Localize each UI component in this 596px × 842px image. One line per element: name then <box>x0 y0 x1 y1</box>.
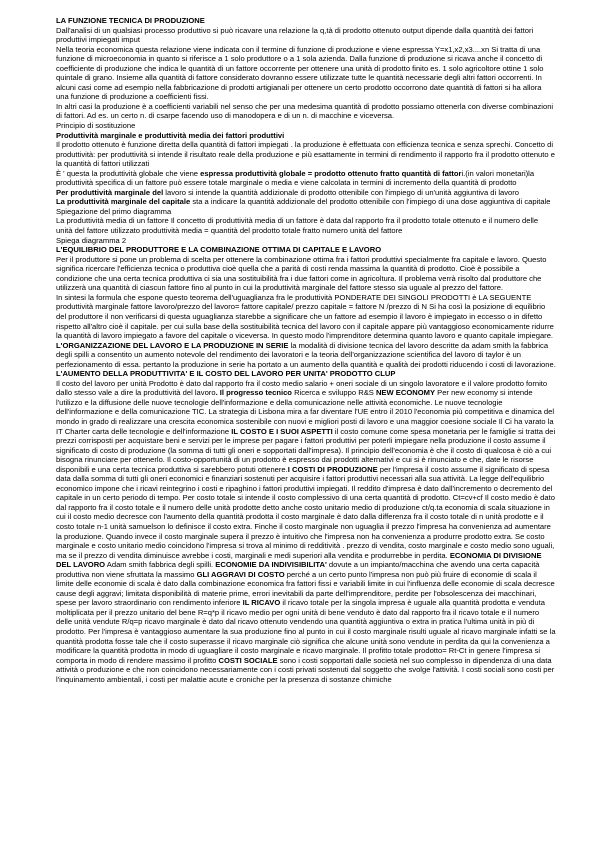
text-run: dovute a un impianto/macchina che avendo una certa capacità produttiva non viene sfruttata la massimo <box>56 560 540 579</box>
paragraph <box>56 197 556 216</box>
paragraph: Nella teoria economica questa relazione viene indicata con il termine di funzione di produzione e viene espressa Y=x1,x2,x3....xn Si tratta di una funzione di microeconomia in quanto si riferisce a 1 solo produttore o a 1 sola azienda. Dalla funzione di produzione si ricava anche il concetto di coefficiente di produzione che indica le quantità di un fattore occorrente per ottenere una unità di prodotto finito es. 1 solo agricoltore ottine 1 solo quintale di grano. Insieme alla quantità di fattore considerato dovranno essere utilizzate tutte le quantità necessarie degli altri fattori occorrenti. In alcuni casi come ad esempio nella fabbricazione di prodotti artigianali per ottenere un certo prodotto occorrono date quantità di fattori si ha allora una funzione di produzione a coefficienti fissi. <box>56 44 544 102</box>
section-heading: L'EQUILIBRIO DEL PRODUTTORE E LA COMBINAZIONE OTTIMA DI CAPITALE E LAVORO <box>56 245 382 255</box>
paragraph: In altri casi la produzione è a coefficienti variabili nel senso che per una medesima quantità di prodotto possiamo ottenerla con diverse combinazioni di fattori. Ad es. un certo n. di csarpe facendo uso di manodopera e di un n. di macchine e viceversa. <box>56 101 554 121</box>
bold-run: espressa produttività globale = prodotto ottenuto fratto quantità di fattor <box>200 168 462 178</box>
bold-run: GLI AGGRAVI DI COSTO <box>196 569 285 579</box>
section-heading: L'AUMENTO DELLA PRODUTTIVITA' E IL COSTO DEL LAVORO PER UNITA' PRODOTTO CLUP <box>56 369 396 379</box>
text-run: Il costo del lavoro per unità Prodotto è dato dal rapporto fra il costo medio salario + oneri sociale di un singolo lavoratore e il valore prodotto fornito dallo stesso vale a dire la produttività del lavoro <box>56 378 548 398</box>
text-run: il ricavo totale per la singola impresa è uguale alla quantità prodotta e venduta moltiplicata per il prezzo unitario del bene R=q*p il ricavo medio per ogni unità di bene venduto è dato dal rapporto fra il ricavo totale e il numero delle unità vendute R/q=p ricavo marginale è dato dal ricavo ottenuto vendendo una quantità aggiuntiva o extra in pratica l'ultima unità in più di prodotto. Per l'impresa è vantaggioso aumentare la sua produzione fino al punto in cui il costo marginale risulti uguale al ricavo marginale infatti se la quantità prodotta fosse tale che il costo superasse il ricavo marginale ciò significa che alcune unità sono vendute in perdita da qui la convenienza a modificare la quantità prodotta in modo di uguagliare il costo marginale e ricavo marginale. Il profitto totale prodotto= Rt-Ct in genere l'impresa si comporta in modo di rendere massimo il profitto <box>56 598 556 665</box>
text-run: perché a un certo punto l'impresa non può più fruire di economie di scala il limite delle economie di scala è dato dalla combinazione economica fra fattori fissi e variabili limite in cui l'influenza delle economie di scala decresce cause degli aggravi; limitata disponibilità di materie prime, errori inevitabili da parte dell'imprenditore, perdite per l'obsolescenza dei macchinari, spese per lavoro straordinario con rendimento inferiore <box>56 569 555 608</box>
section-heading: LA FUNZIONE TECNICA DI PRODUZIONE <box>56 16 205 25</box>
bold-run: . Il progresso tecnico <box>215 388 292 398</box>
bold-run: ECONOMIE DA INDIVISIBILITA' <box>215 560 327 570</box>
paragraph <box>56 169 556 188</box>
paragraph <box>56 188 556 198</box>
paragraph: In sintesi la formula che espone questo teorema dell'uguaglianza fra le produttività PONDERATE DEI SINGOLI PRODOTTI è LA SEGUENTE produttività marginale fattore lavoro/prezzo del lavoro= fattore capitale/ prezzo capitale = fattore N /prezzo di N Si ha così la posizione di equilibrio del produttore il non verificarsi di questa uguaglianza starebbe a significare che un fattore ad esempio il lavoro è impiegato in eccesso o in difetto rispetto all'altro cioè il capitale. per cui sulla base della sostituibilità tecnica del lavoro con il capitale appare più vantaggioso economicamente ridurre la quantità di lavoro impiegato a favore del capitale o viceversa. In questo modo l'imprenditore determina quanto lavoro e quanto capitale impiegare. <box>56 292 554 341</box>
paragraph: Dall'analisi di un qualsiasi processo produttivo si può ricavare una relazione la q,tà di prodotto ottenuto output dipende dalla quantità dei fattori produttivi impiegati imput <box>56 25 534 45</box>
paragraph: Per il produttore si pone un problema di scelta per ottenere la combinazione ottima fra i fattori produttivi specialmente fra capitale e lavoro. Questo significa ricercare l'efficienza tecnica o produttiva cioè quella che a parità di costi renda massima la quantità di prodotto. Cioè è possibile a condizione che una certa tecnica produttiva ci sia una sostituibilità fra i due fattori come in agricoltura. Il problema verrà risolto dal produttore che utilizzerà una quantità di ciascun fattore fino al punto in cui la produttività marginale del fattore stesso sia uguale al prezzo del fattore. <box>56 254 547 293</box>
bold-run: NEW ECONOMY <box>375 388 436 398</box>
text-run: lavoro si intende la quantità addizionale di prodotto ottenibile con l'impiego di un'unità aggiuntiva di lavoro <box>163 187 520 197</box>
bold-run: IL COSTO E I SUOI ASPETTI <box>231 426 333 436</box>
paragraph: La produttività media di un fattore Il concetto di produttività media di un fattore è data dal rapporto fra il prodotto totale ottenuto e il numero delle unità del fattore utilizzato produttività media = quantità del prodotto totale fratto numero unità del fattore <box>56 216 539 236</box>
paragraph: Spiega diagramma 2 <box>56 235 127 245</box>
text-run: i.(in valori monetari)la produttività specifica di un fattore può essere totale marginale o media e viene calcolata in termini di incremento della quantità di prodotto <box>56 168 535 188</box>
paragraph: Principio di sostituzione <box>56 121 136 131</box>
paragraph <box>56 379 556 685</box>
text-run: sta a indicare la quantità addizionale del prodotto ottenibile con l'impiego di una dose aggiuntiva di capitale Spiegazione del primo diagramma <box>56 197 551 216</box>
section-heading: Produttività marginale e produttività media dei fattori produttivi <box>56 130 285 140</box>
bold-run: Per produttività marginale del <box>56 187 164 197</box>
text-run: Ricerca e sviluppo R&S <box>291 388 376 398</box>
bold-run: I COSTI DI PRODUZIONE <box>287 464 378 474</box>
paragraph: Il prodotto ottenuto è funzione diretta della quantità di fattori impiegati . la produzione è effettuata con efficienza tecnica e senza sprechi. Concetto di produttività: per produttività si intende il risultato reale della produzione e più esattamente in termini di rendimento il rapporto fra il prodotto ottenuto e la quantità di fattori utilizzati <box>56 140 555 169</box>
bold-run: L'ORGANIZZAZIONE DEL LAVORO E LA PRODUZIONE IN SERIE <box>56 340 289 350</box>
text-run: sono i costi sopportati dalle società nel suo complesso in dipendenza di una data attività o produzione e che non coincidono necessariamente con i costi privati sostenuti dal soggetto che svolge l'attività. I costi sociali sono costi per l'inquinamento ambientali, i costi per malattie acute e croniche per la presenza di sostanze chimiche <box>56 655 555 684</box>
paragraph <box>56 341 556 370</box>
text-run: la modalità di divisione tecnica del lavoro descritte da adam smith la fabbrica degli spilli a consentito un aumento notevole del rendimento dei lavoratori e la teoria dell'organizzazione scientifica del lavoro di taylor è un perfezionamento di essa. pertanto la produzione in serie ha portato a un aumento della quantità e qualità dei prodotti riducendo i costi di lavorazione. <box>56 340 556 369</box>
text-run: Adam smith fabbrica degli spilli. <box>105 560 216 570</box>
text-run: il costo comune come spesa monetaria per le famiglie si tratta dei prezzi corrisposti per acquistare beni e servizi per le imprese per pagare i fattori produttivi per poterli impiegare nella produzione il costo assume il significato di costo di produzione (la somma di tutti gli oneri e sopportati dall'impresa). Il principio dell'economia è che il costo di qualcosa è ciò a cui bisogna rinunciare per ottenerlo. Il costo-opportunità di un prodotto è espresso dai prodotti alternativi e cui si è rinunciato e che, date le risorse disponibili e una certa tecnica produttiva si sarebbero potuti ottenere. <box>56 426 556 474</box>
bold-run: IL RICAVO <box>242 598 281 608</box>
text-run: Per new economy si intende l'utilizzo e la diffusione delle nuove tecnologie dell'informazione e della comunicazione nelle attività economiche. Le nuove tecnologie dell'informazione e della comunicazione TIC. La strategia di Lisbona mira a far diventare l'UE entro il 2010 l'economia più competitiva e dinamica del mondo in grado di realizzare una crescita economica sostenibile con nuovi e migliori posti di lavoro e una maggior coesione sociale Il Ci ha varato la IT Charter carta delle tecnologie e dell'informazione <box>56 388 555 436</box>
bold-run: COSTI SOCIALE <box>218 655 278 665</box>
text-run: È ' questa la produttività globale che viene <box>56 168 201 178</box>
text-run: per l'impresa il costo assume il significato di spesa data dalla somma di tutti gli oneri economici e finanziari sostenuti per acquisire i fattori produttivi necessari alla sua attività. La legge dell'equilibrio economico impone che i ricavi reintegrino i costi e ripaghino i fattori produttivi impiegati. Il reddito d'impresa è dato dall'incremento o decremento del capitale in un certo periodo di tempo. Per costo totale si intende il costo complessivo di una certa quantità di prodotto. Ct=cv+cf Il costo medio è dato dal rapporto fra il costo totale e il numero delle unità prodotte detto anche costo unitario medio di produzione ct/q.ta economia di scala situazione in cui il costo medio decresce con l'aumento della quantità prodotta il costo marginale è dato dalla differenza fra il costo totale di n unità prodotte e il costo totale n-1 unità samuelson lo definisce il costo extra. Finche il costo marginale non uguaglia il prezzo l'impresa ha convenienza ad aumentare la produzione. Quando invece il costo marginale supera il prezzo è intuitivo che l'impresa non ha convenienza a produrre prodotto extra. Se costo marginale e costo unitario medio coincidono l'impresa si trova al minimo di redditività . prezzo di vendita, costo marginale e costo medio sono uguali, ma se il prezzo di vendita diminuisce avrebbe i costi, marginali e medi superiori alla vendita e produrrebbe in perdita. <box>56 464 555 560</box>
bold-run: La produttività marginale del capitale <box>56 197 191 207</box>
bold-run: ECONOMIA DI DIVISIONE DEL LAVORO <box>56 550 542 570</box>
